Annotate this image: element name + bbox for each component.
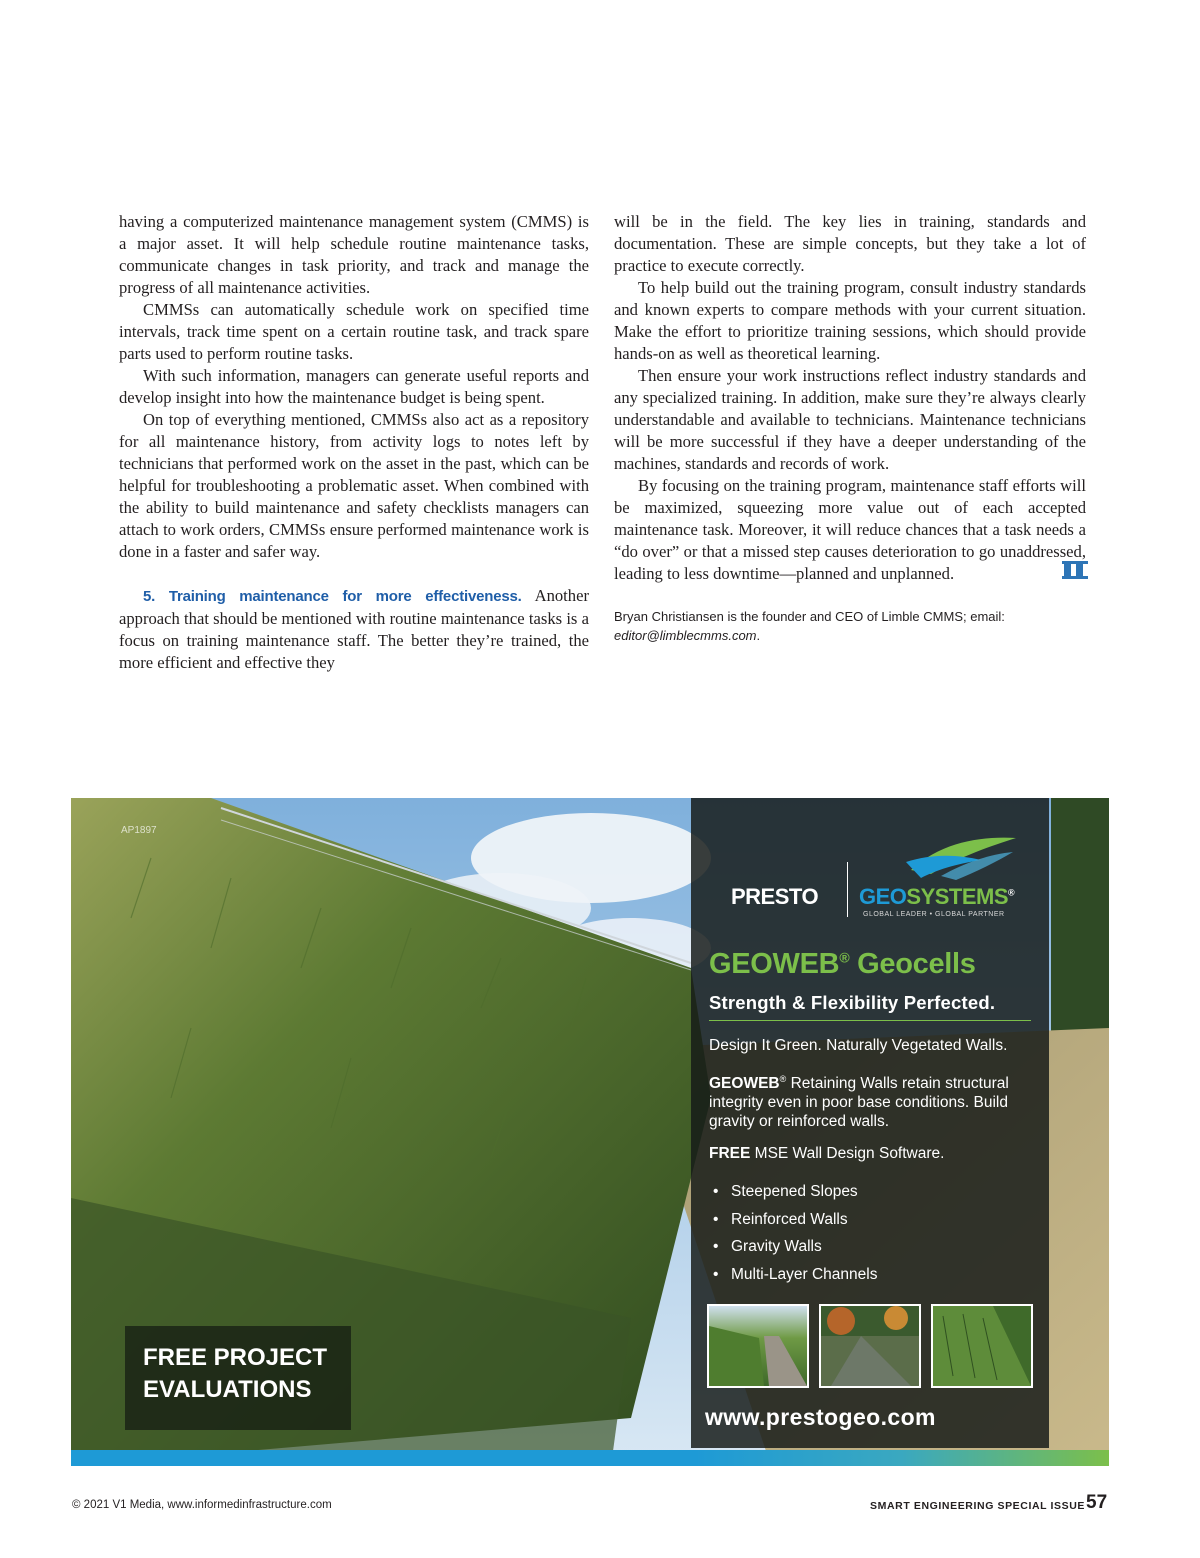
paragraph: Then ensure your work instructions reflect industry standards and any specialized training. In addition, make sure they’re always clearly understandable and available to technicians. Maintenance technicians will be more successful if they have a deeper understanding of the machines, standards and records of work. [614, 366, 1086, 473]
ad-line-software [709, 1144, 1039, 1163]
section-subhead: 5. Training maintenance for more effectiveness. [143, 588, 522, 605]
ad-info-panel [691, 798, 1049, 1448]
ad-line-software-free: FREE [709, 1145, 751, 1162]
ad-line-retaining-text: Retaining Walls retain structural integrity even in poor base conditions. Build gravity or reinforced walls. [709, 1075, 1009, 1131]
ad-line-retaining-reg: ® [779, 1074, 787, 1084]
promo-box [125, 1326, 351, 1430]
promo-line-2: EVALUATIONS [143, 1376, 312, 1403]
ad-website-link[interactable]: www.prestogeo.com [705, 1404, 936, 1430]
paragraph-text: By focusing on the training program, maintenance staff efforts will be maximized, squeezing more value out of each accepted maintenance task. Moreover, it will reduce chances that a task needs a “do over” or that a missed step causes deterioration to go unaddressed, leading to less downtime—planned and unplanned. [614, 476, 1086, 583]
paragraph: On top of everything mentioned, CMMSs also act as a repository for all maintenance history, from activity logs to notes left by technicians that performed work on the asset in the past, which can be helpful for troubleshooting a problematic asset. When combined with the ability to build maintenance and safety checklists managers can attach to work orders, CMMSs ensure performed maintenance work is done in a faster and safer way. [119, 410, 589, 561]
brand-geo: GEO [859, 884, 907, 909]
article-column-left [119, 211, 589, 674]
author-bio-text: Bryan Christiansen is the founder and CEO of Limble CMMS; email: [614, 609, 1005, 624]
feature-item: • Reinforced Walls [713, 1206, 877, 1234]
feature-list [713, 1178, 877, 1288]
brand-registered: ® [1008, 887, 1015, 898]
thumbnail-road-wall [707, 1304, 809, 1388]
paragraph: To help build out the training program, consult industry standards and known experts to compare methods with your current situation. Make the effort to prioritize training sessions, which should provide hands-on as well as theoretical learning. [614, 278, 1086, 363]
leaf-logo-icon [901, 832, 1021, 882]
product-title [709, 948, 976, 981]
paragraph: having a computerized maintenance management system (CMMS) is a major asset. It will help schedule routine maintenance tasks, communicate changes in task priority, and track and manage the progress of all maintenance activities. [119, 212, 589, 297]
brand-presto: PRESTO [731, 884, 819, 909]
footer-publication: SMART ENGINEERING SPECIAL ISSUE [870, 1500, 1086, 1512]
thumbnail-green-wall [931, 1304, 1033, 1388]
ad-thumbnails [707, 1304, 1033, 1388]
feature-item: • Multi-Layer Channels [713, 1261, 877, 1289]
footer-copyright: © 2021 V1 Media, www.informedinfrastructure.com [72, 1499, 332, 1511]
author-bio [614, 607, 1086, 645]
brand-systems: SYSTEMS [906, 884, 1009, 909]
page-number: 57 [1086, 1492, 1108, 1513]
author-email-link[interactable]: editor@limblecmms.com [614, 628, 757, 643]
paragraph [614, 475, 1086, 585]
brand-geosystems [859, 884, 1014, 910]
paragraph: CMMSs can automatically schedule work on specified time intervals, track time spent on a certain routine task, and track spare parts used to perform routine tasks. [119, 300, 589, 363]
ad-line-software-text: MSE Wall Design Software. [754, 1145, 945, 1162]
product-registered: ® [839, 949, 850, 966]
article-column-right [614, 211, 1086, 645]
ad-line-retaining [709, 1070, 1039, 1131]
ad-headline: Strength & Flexibility Perfected. [709, 992, 1031, 1021]
paragraph: With such information, managers can generate useful reports and develop insight into how the maintenance budget is being spent. [119, 366, 589, 407]
brand-tagline: GLOBAL LEADER • GLOBAL PARTNER [863, 911, 1005, 918]
promo-line-1: FREE PROJECT [143, 1344, 328, 1371]
logo-divider [847, 862, 848, 917]
section-body: Another approach that should be mentioned with routine maintenance tasks is a focus on training maintenance staff. The better they’re trained, the more efficient and effective they [119, 586, 589, 672]
promo-text [143, 1342, 327, 1406]
thumbnail-forest-slope [819, 1304, 921, 1388]
product-suffix: Geocells [857, 948, 976, 980]
photo-id: AP1897 [121, 825, 157, 836]
product-name: GEOWEB [709, 948, 840, 980]
ad-color-strip [71, 1450, 1109, 1466]
paragraph: will be in the field. The key lies in training, standards and documentation. These are simple concepts, but they take a lot of practice to execute correctly. [614, 212, 1086, 275]
feature-item: • Steepened Slopes [713, 1178, 877, 1206]
presto-geosystems-logo [731, 832, 1021, 932]
section-paragraph [119, 585, 589, 674]
ad-line-green: Design It Green. Naturally Vegetated Walls. [709, 1037, 1008, 1054]
end-of-article-icon [1064, 561, 1086, 579]
author-bio-end: . [756, 628, 761, 643]
ad-line-retaining-brand: GEOWEB [709, 1075, 780, 1093]
feature-item: • Gravity Walls [713, 1233, 877, 1261]
advertisement [71, 798, 1109, 1466]
